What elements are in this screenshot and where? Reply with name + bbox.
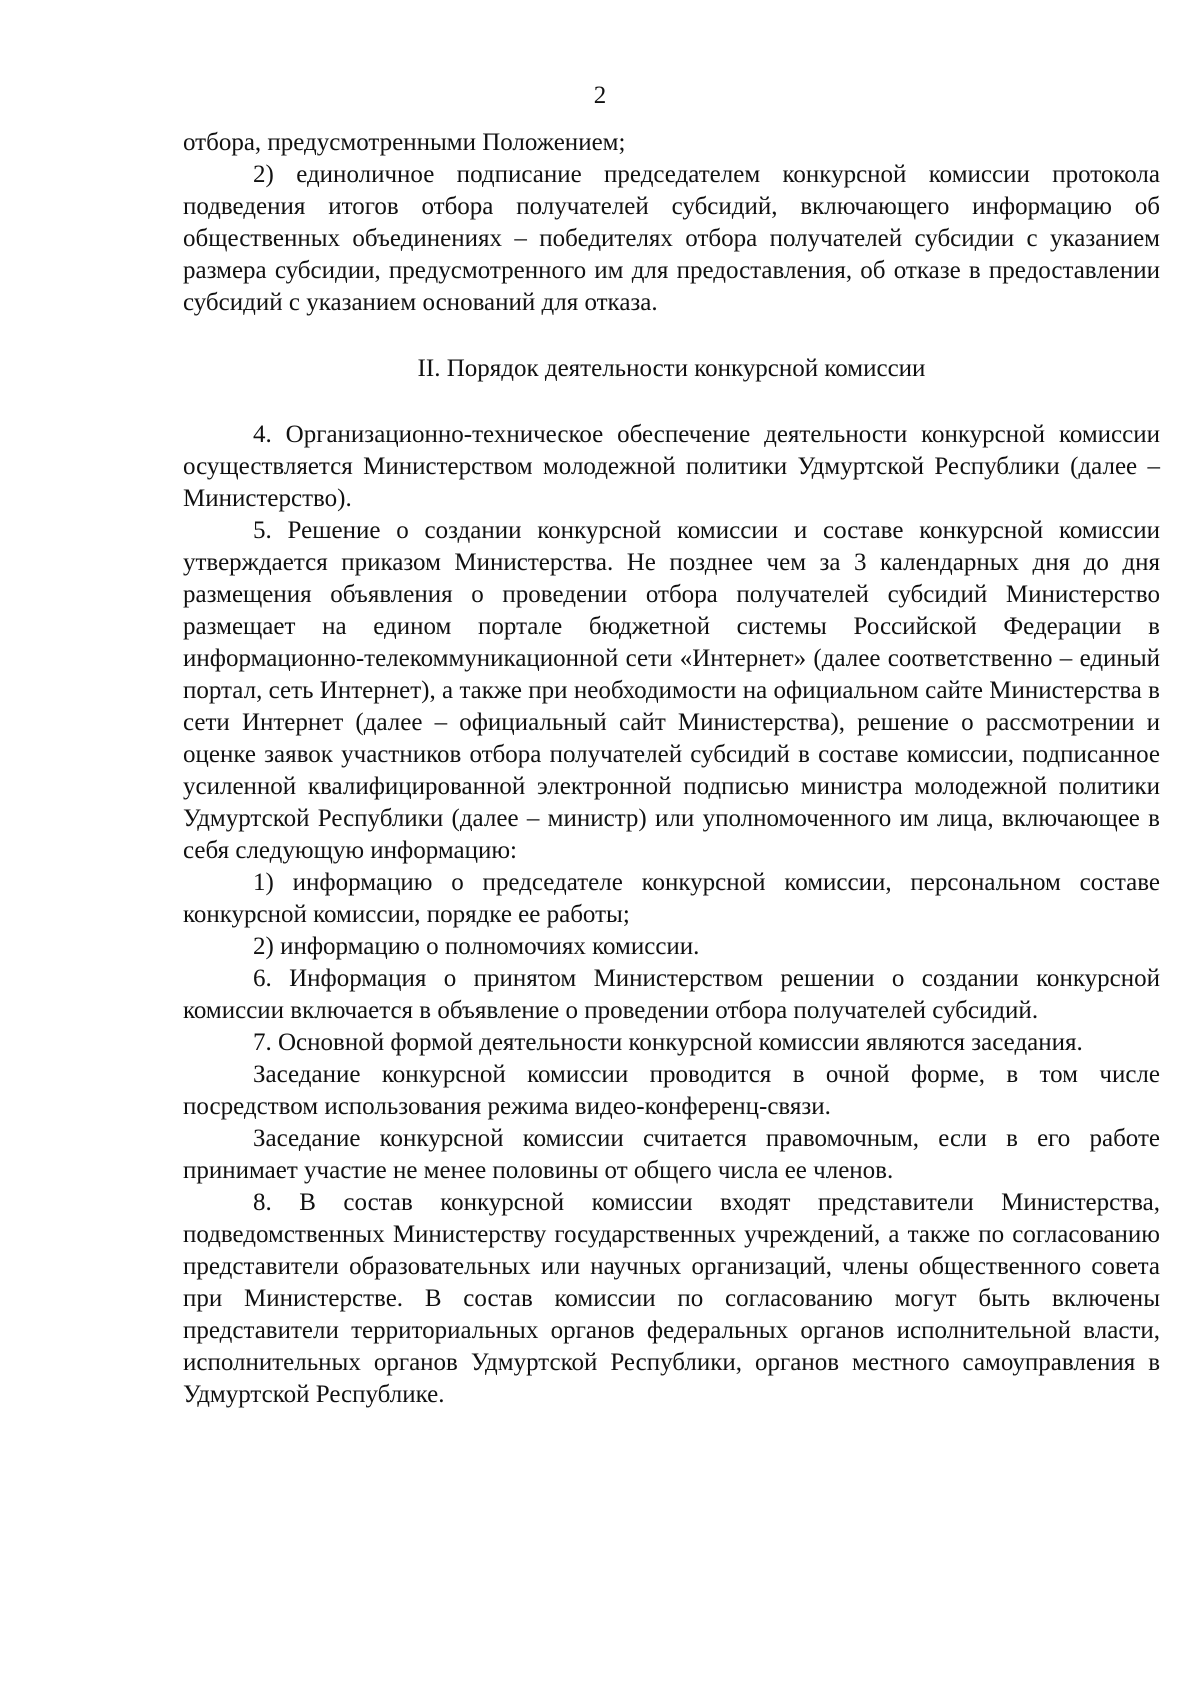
paragraph-5: 5. Решение о создании конкурсной комиссии и составе конкурсной комиссии утверждается приказом Министерства. Не позднее чем за 3 календарных дня до дня размещения объявления о проведении отбора получателей субсидий Министерство размещает на едином портале бюджетной системы Российской Федерации в информационно-телекоммуникационной сети «Интернет» (далее соответственно – единый портал, сеть Интернет), а также при необходимости на официальном сайте Министерства в сети Интернет (далее – официальный сайт Министерства), решение о рассмотрении и оценке заявок участников отбора получателей субсидий в составе комиссии, подписанное усиленной квалифицированной электронной подписью министра молодежной политики Удмуртской Республики (далее – министр) или уполномоченного им лица, включающее в себя следующую информацию:: [183, 517, 1160, 864]
document-body: [183, 127, 1160, 1411]
paragraph-6: 6. Информация о принятом Министерством решении о создании конкурсной комиссии включается в объявление о проведении отбора получателей субсидий.: [183, 965, 1160, 1024]
paragraph-5-item-1: 1) информацию о председателе конкурсной комиссии, персональном составе конкурсной комиссии, порядке ее работы;: [183, 869, 1160, 928]
paragraph-8: 8. В состав конкурсной комиссии входят представители Министерства, подведомственных Министерству государственных учреждений, а также по согласованию представители образовательных или научных организаций, члены общественного совета при Министерстве. В состав комиссии по согласованию могут быть включены представители территориальных органов федеральных органов исполнительной власти, исполнительных органов Удмуртской Республики, органов местного самоуправления в Удмуртской Республике.: [183, 1189, 1160, 1408]
paragraph-item-2-signing: 2) единоличное подписание председателем конкурсной комиссии протокола подведения итогов отбора получателей субсидий, включающего информацию об общественных объединениях – победителях отбора получателей субсидии с указанием размера субсидии, предусмотренного им для предоставления, об отказе в предоставлении субсидий с указанием оснований для отказа.: [183, 161, 1160, 316]
paragraph-5-item-2: 2) информацию о полномочиях комиссии.: [253, 933, 700, 960]
paragraph-4: 4. Организационно-техническое обеспечение деятельности конкурсной комиссии осуществляется Министерством молодежной политики Удмуртской Республики (далее – Министерство).: [183, 421, 1160, 512]
paragraph-7-quorum: Заседание конкурсной комиссии считается правомочным, если в его работе принимает участие не менее половины от общего числа ее членов.: [183, 1125, 1160, 1184]
paragraph-7: 7. Основной формой деятельности конкурсной комиссии являются заседания.: [253, 1029, 1083, 1056]
section-heading: II. Порядок деятельности конкурсной комиссии: [417, 355, 926, 382]
paragraph-7-meeting-form: Заседание конкурсной комиссии проводится в очной форме, в том числе посредством использования режима видео-конференц-связи.: [183, 1061, 1160, 1120]
paragraph-continuation: отбора, предусмотренными Положением;: [183, 129, 626, 156]
page-number: 2: [593, 82, 607, 109]
